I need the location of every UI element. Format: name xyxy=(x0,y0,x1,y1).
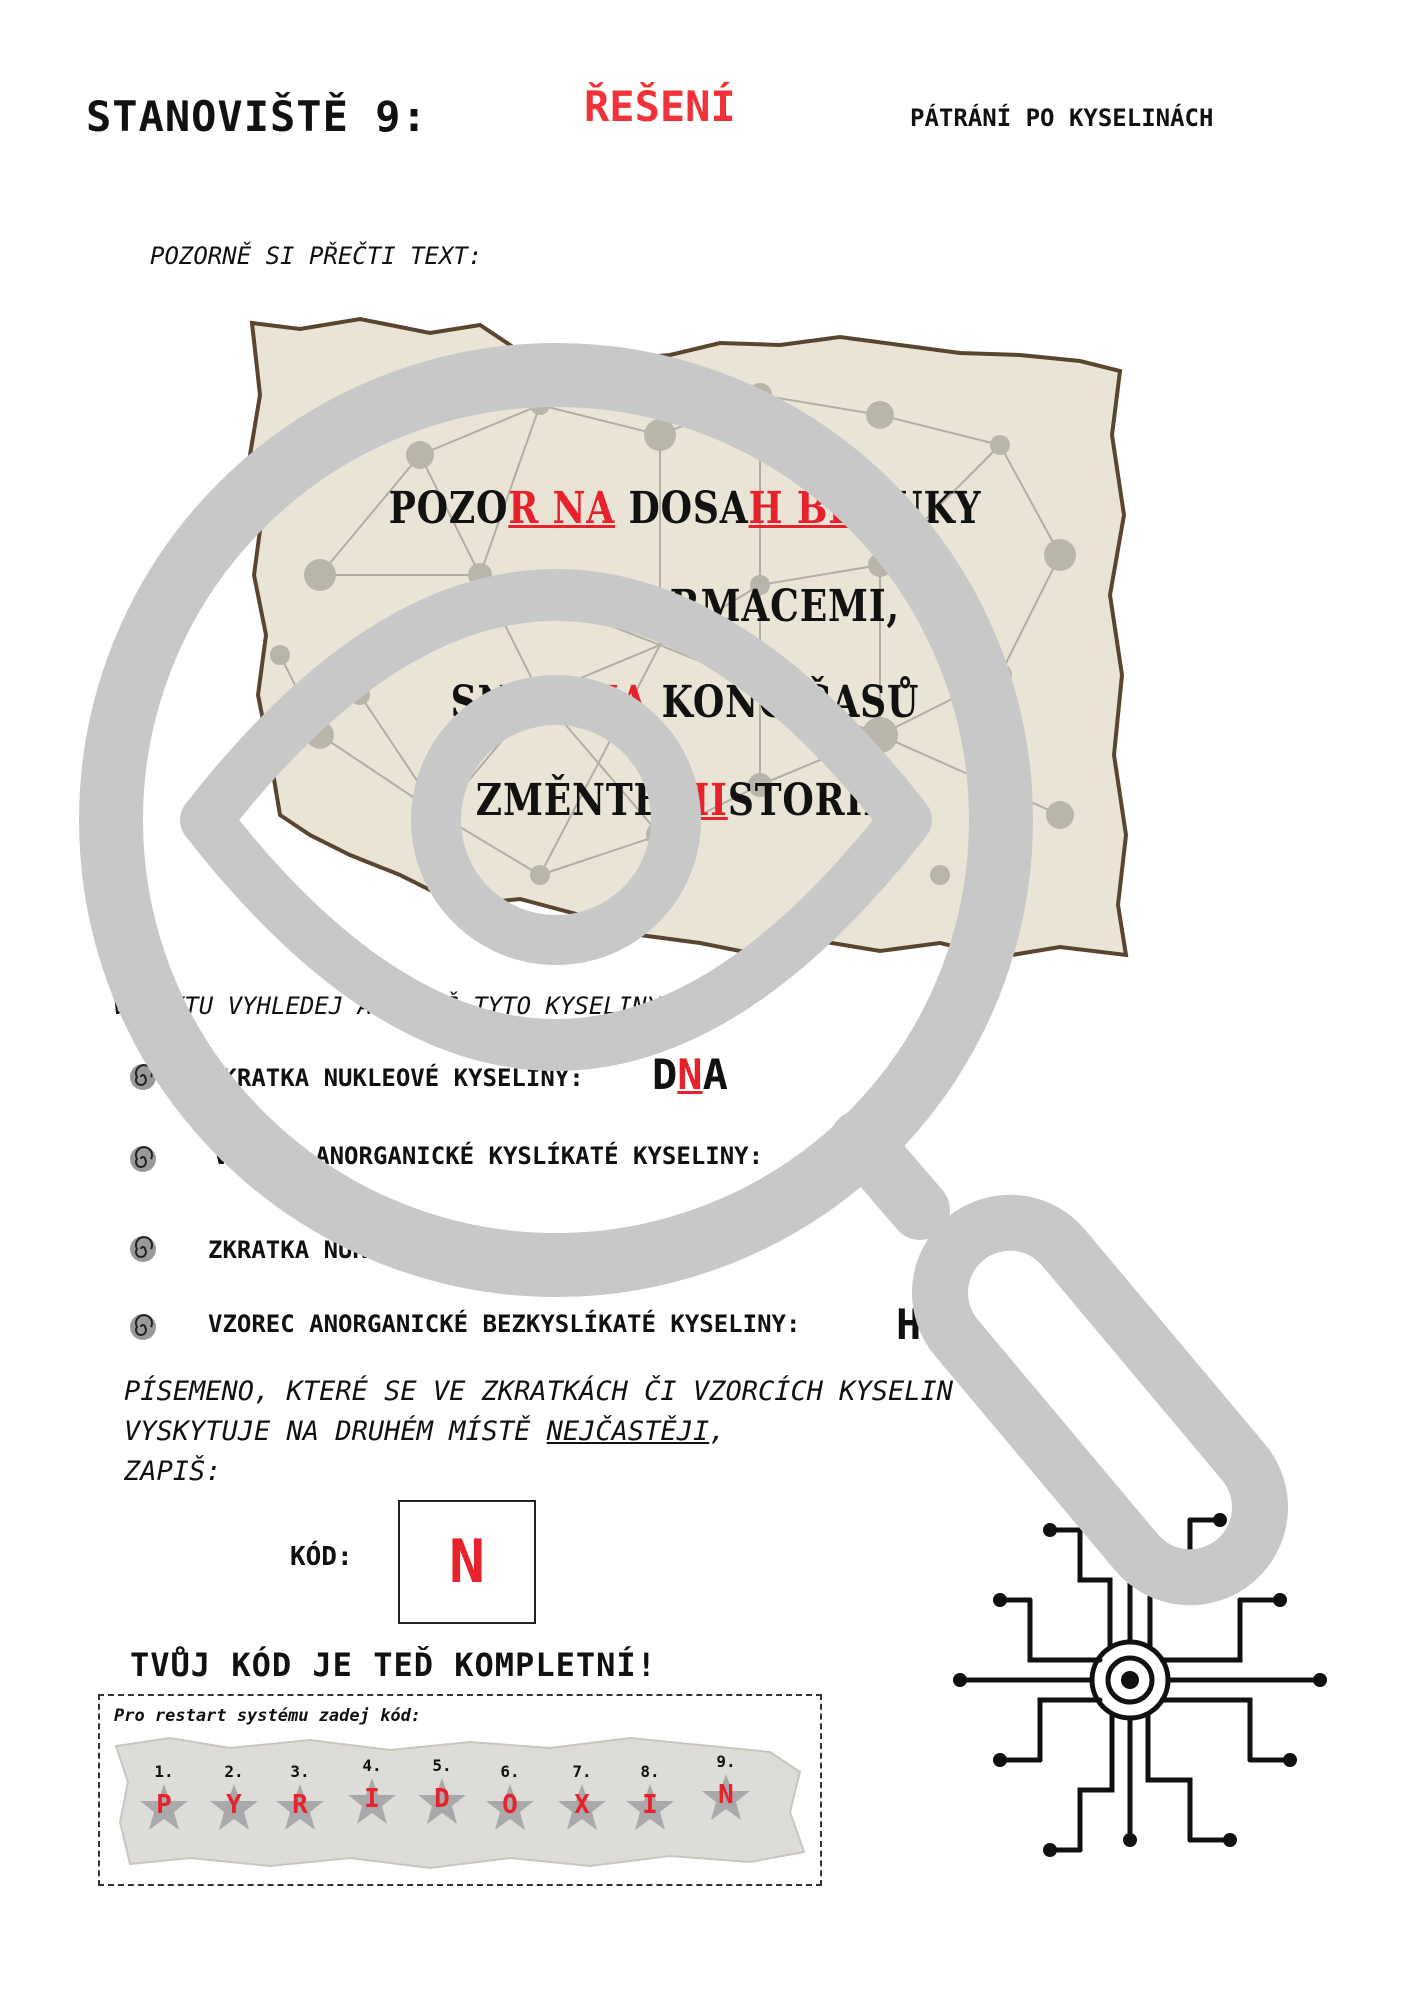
code-slot-3: 3. R xyxy=(270,1762,330,1842)
question-line-2: VYSKYTUJE NA DRUHÉM MÍSTĚ NEJČASTĚJI, xyxy=(124,1416,726,1447)
spiral-icon xyxy=(128,1234,158,1264)
code-slot-8: 8. I xyxy=(620,1762,680,1842)
restart-title: Pro restart systému zadej kód: xyxy=(114,1706,422,1726)
clue-1-text: ZKRATKA NUKLEOVÉ KYSELINY: xyxy=(208,1064,584,1092)
code-slot-7: 7. X xyxy=(552,1762,612,1842)
clue-3-text: ZKRATKA NUKLEOVÉ KYSELINY: xyxy=(208,1236,584,1264)
code-slot-6: 6. O xyxy=(480,1762,540,1842)
bullet-1 xyxy=(128,1062,158,1096)
clue-2-text: VZOREC ANORGANICKÉ KYSLÍKATÉ KYSELINY: xyxy=(214,1142,764,1170)
code-slot-2: 2. Y xyxy=(204,1762,264,1842)
code-slot-9: 9. N xyxy=(696,1752,756,1832)
parchment-graphic xyxy=(240,315,1130,965)
question-line-1: PÍSEMENO, KTERÉ SE VE ZKRATKÁCH ČI VZORCÍCH KYSELIN xyxy=(124,1376,954,1407)
question-line-3: ZAPIŠ: xyxy=(124,1456,222,1487)
solution-label: ŘEŠENÍ xyxy=(584,82,736,131)
code-strip xyxy=(110,1732,810,1872)
clue-4-answer: HI xyxy=(896,1300,947,1349)
riddle-line-2: ÍMI INFORMACEMI, xyxy=(470,581,900,632)
complete-message: TVŮJ KÓD JE TEĎ KOMPLETNÍ! xyxy=(130,1646,657,1684)
spiral-icon xyxy=(128,1062,158,1092)
bullet-3 xyxy=(128,1234,158,1268)
code-value: N xyxy=(448,1527,486,1597)
spiral-icon xyxy=(128,1312,158,1342)
question-text xyxy=(124,1372,953,1492)
riddle-line-1: POZOR NA DOSAH BROUKY xyxy=(388,483,982,534)
topic-title: PÁTRÁNÍ PO KYSELINÁCH xyxy=(910,104,1214,132)
find-instruction: V TEXTU VYHLEDEJ A ZAPIŠ TYTO KYSELINY: xyxy=(112,992,676,1020)
clue-3-answer: RNA xyxy=(652,1222,728,1271)
code-slot-4: 4. I xyxy=(342,1756,402,1836)
bullet-2 xyxy=(128,1144,158,1178)
code-slot-5: 5. D xyxy=(412,1756,472,1836)
spiral-icon xyxy=(128,1144,158,1174)
bullet-4 xyxy=(128,1312,158,1346)
circuit-target-graphic xyxy=(940,1490,1340,1870)
read-instruction: POZORNĚ SI PŘEČTI TEXT: xyxy=(150,242,483,270)
restart-panel xyxy=(98,1694,822,1886)
clue-1-answer: DNA xyxy=(652,1050,728,1099)
parchment xyxy=(240,315,1130,965)
clue-4-text: VZOREC ANORGANICKÉ BEZKYSLÍKATÉ KYSELINY: xyxy=(208,1310,801,1338)
riddle-line-4: ZMĚNTE HISTORII. xyxy=(475,775,895,826)
code-label: KÓD: xyxy=(290,1542,353,1572)
code-input-box[interactable] xyxy=(398,1500,536,1624)
clue-2-answer: HNO xyxy=(820,1128,896,1177)
riddle-line-3: SNAD NA KONC ČASŮ xyxy=(450,677,920,728)
code-slot-1: 1. P xyxy=(134,1762,194,1842)
station-title: STANOVIŠTĚ 9: xyxy=(86,92,428,141)
